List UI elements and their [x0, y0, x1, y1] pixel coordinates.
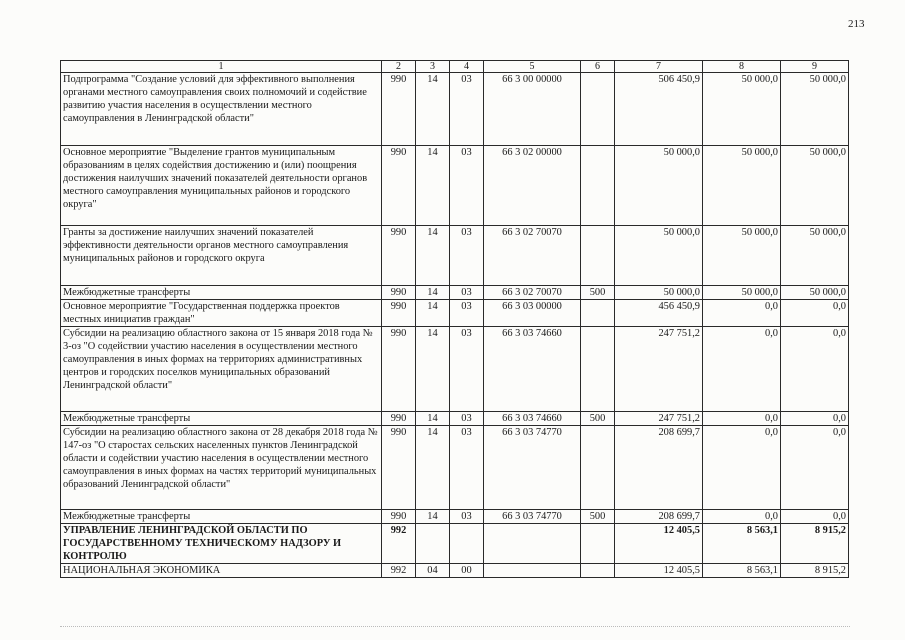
row-code-expense-type	[581, 426, 615, 510]
row-name: Основное мероприятие "Выделение грантов муниципальным образованиям в целях содействия достижению и (или) поощрения достижения наилучших значений показателей деятельности органов местного самоуправления муниципальных районов и городского округа"	[61, 146, 382, 226]
row-code-expense-type	[581, 300, 615, 327]
table-row	[61, 412, 849, 426]
row-code-target	[484, 564, 581, 578]
row-code-expense-type	[581, 327, 615, 412]
row-code-section: 14	[416, 286, 450, 300]
row-code-section: 04	[416, 564, 450, 578]
row-name: Подпрограмма "Создание условий для эффективного выполнения органами местного самоуправления своих полномочий и содействие развитию участия населения в осуществлении местного самоуправления в Ленинградской области"	[61, 73, 382, 146]
row-code-admin: 992	[382, 564, 416, 578]
row-name: УПРАВЛЕНИЕ ЛЕНИНГРАДСКОЙ ОБЛАСТИ ПО ГОСУДАРСТВЕННОМУ ТЕХНИЧЕСКОМУ НАДЗОРУ И КОНТРОЛЮ	[61, 524, 382, 564]
row-amount-1: 12 405,5	[615, 524, 703, 564]
row-amount-2: 8 563,1	[703, 564, 781, 578]
row-code-subsection: 03	[450, 286, 484, 300]
row-code-section: 14	[416, 226, 450, 286]
row-code-admin: 990	[382, 226, 416, 286]
row-amount-2: 0,0	[703, 510, 781, 524]
table-row	[61, 510, 849, 524]
budget-table	[60, 60, 849, 578]
row-amount-3: 0,0	[781, 300, 849, 327]
row-amount-2: 50 000,0	[703, 286, 781, 300]
header-cell: 3	[416, 61, 450, 73]
header-cell: 2	[382, 61, 416, 73]
row-amount-2: 50 000,0	[703, 146, 781, 226]
row-code-target: 66 3 02 70070	[484, 286, 581, 300]
row-code-admin: 990	[382, 300, 416, 327]
header-cell: 1	[61, 61, 382, 73]
header-row	[61, 61, 849, 73]
row-code-subsection: 03	[450, 510, 484, 524]
row-code-admin: 992	[382, 524, 416, 564]
row-code-admin: 990	[382, 426, 416, 510]
row-name: Гранты за достижение наилучших значений показателей эффективности деятельности органов местного самоуправления муниципальных районов и городского округа	[61, 226, 382, 286]
row-code-subsection: 03	[450, 300, 484, 327]
row-code-target	[484, 524, 581, 564]
row-amount-1: 506 450,9	[615, 73, 703, 146]
table-row	[61, 146, 849, 226]
row-code-expense-type: 500	[581, 412, 615, 426]
row-code-section: 14	[416, 73, 450, 146]
row-code-target: 66 3 03 74660	[484, 412, 581, 426]
row-amount-3: 8 915,2	[781, 524, 849, 564]
row-amount-3: 50 000,0	[781, 226, 849, 286]
row-name: Основное мероприятие "Государственная поддержка проектов местных инициатив граждан"	[61, 300, 382, 327]
row-amount-2: 0,0	[703, 327, 781, 412]
row-code-subsection: 03	[450, 73, 484, 146]
row-code-section: 14	[416, 327, 450, 412]
row-code-target: 66 3 02 00000	[484, 146, 581, 226]
header-cell: 8	[703, 61, 781, 73]
row-amount-2: 0,0	[703, 300, 781, 327]
row-amount-3: 0,0	[781, 510, 849, 524]
row-name: Субсидии на реализацию областного закона от 15 января 2018 года № 3-оз "О содействии участию населения в осуществлении местного самоуправления в иных формах на территориях административных центров и городских поселков муниципальных образований Ленинградской области"	[61, 327, 382, 412]
row-amount-3: 8 915,2	[781, 564, 849, 578]
row-name: Межбюджетные трансферты	[61, 510, 382, 524]
row-code-section: 14	[416, 146, 450, 226]
row-code-section	[416, 524, 450, 564]
row-name: Межбюджетные трансферты	[61, 286, 382, 300]
row-code-section: 14	[416, 412, 450, 426]
row-amount-1: 208 699,7	[615, 510, 703, 524]
header-cell: 4	[450, 61, 484, 73]
row-amount-3: 50 000,0	[781, 286, 849, 300]
row-name: НАЦИОНАЛЬНАЯ ЭКОНОМИКА	[61, 564, 382, 578]
row-code-subsection: 03	[450, 146, 484, 226]
row-code-target: 66 3 02 70070	[484, 226, 581, 286]
row-code-expense-type	[581, 226, 615, 286]
row-code-admin: 990	[382, 146, 416, 226]
header-cell: 6	[581, 61, 615, 73]
row-amount-2: 8 563,1	[703, 524, 781, 564]
row-code-subsection: 00	[450, 564, 484, 578]
row-amount-1: 247 751,2	[615, 327, 703, 412]
row-code-target: 66 3 00 00000	[484, 73, 581, 146]
row-code-subsection	[450, 524, 484, 564]
row-code-admin: 990	[382, 73, 416, 146]
row-code-section: 14	[416, 426, 450, 510]
header-cell: 9	[781, 61, 849, 73]
row-code-target: 66 3 03 74770	[484, 510, 581, 524]
row-amount-1: 50 000,0	[615, 286, 703, 300]
row-amount-1: 456 450,9	[615, 300, 703, 327]
row-amount-2: 50 000,0	[703, 226, 781, 286]
row-code-admin: 990	[382, 286, 416, 300]
row-name: Субсидии на реализацию областного закона от 28 декабря 2018 года № 147-оз "О старостах сельских населенных пунктов Ленинградской области и содействии участию населения в осуществлении местного самоуправления в иных формах на частях территорий муниципальных образований Ленинградской области"	[61, 426, 382, 510]
header-cell: 7	[615, 61, 703, 73]
row-code-expense-type	[581, 73, 615, 146]
row-amount-1: 50 000,0	[615, 146, 703, 226]
row-code-target: 66 3 03 00000	[484, 300, 581, 327]
row-amount-3: 0,0	[781, 412, 849, 426]
table-row	[61, 73, 849, 146]
row-amount-3: 0,0	[781, 426, 849, 510]
row-code-expense-type	[581, 524, 615, 564]
row-amount-3: 50 000,0	[781, 146, 849, 226]
row-code-section: 14	[416, 510, 450, 524]
row-code-admin: 990	[382, 327, 416, 412]
row-amount-1: 247 751,2	[615, 412, 703, 426]
row-code-subsection: 03	[450, 327, 484, 412]
row-code-expense-type: 500	[581, 510, 615, 524]
row-amount-1: 12 405,5	[615, 564, 703, 578]
row-amount-2: 0,0	[703, 412, 781, 426]
row-code-subsection: 03	[450, 426, 484, 510]
row-code-section: 14	[416, 300, 450, 327]
row-amount-2: 0,0	[703, 426, 781, 510]
row-code-target: 66 3 03 74770	[484, 426, 581, 510]
row-amount-3: 0,0	[781, 327, 849, 412]
row-name: Межбюджетные трансферты	[61, 412, 382, 426]
row-amount-1: 208 699,7	[615, 426, 703, 510]
table-row	[61, 226, 849, 286]
header-cell: 5	[484, 61, 581, 73]
table-row	[61, 300, 849, 327]
row-code-target: 66 3 03 74660	[484, 327, 581, 412]
row-code-expense-type	[581, 146, 615, 226]
row-code-admin: 990	[382, 412, 416, 426]
row-amount-3: 50 000,0	[781, 73, 849, 146]
row-code-subsection: 03	[450, 412, 484, 426]
scan-edge-marks	[60, 626, 850, 628]
row-amount-2: 50 000,0	[703, 73, 781, 146]
table-row	[61, 426, 849, 510]
row-code-expense-type: 500	[581, 286, 615, 300]
row-code-admin: 990	[382, 510, 416, 524]
page-number: 213	[848, 18, 865, 30]
table-row	[61, 564, 849, 578]
table-row	[61, 327, 849, 412]
table-row	[61, 286, 849, 300]
row-amount-1: 50 000,0	[615, 226, 703, 286]
row-code-subsection: 03	[450, 226, 484, 286]
table-row	[61, 524, 849, 564]
row-code-expense-type	[581, 564, 615, 578]
